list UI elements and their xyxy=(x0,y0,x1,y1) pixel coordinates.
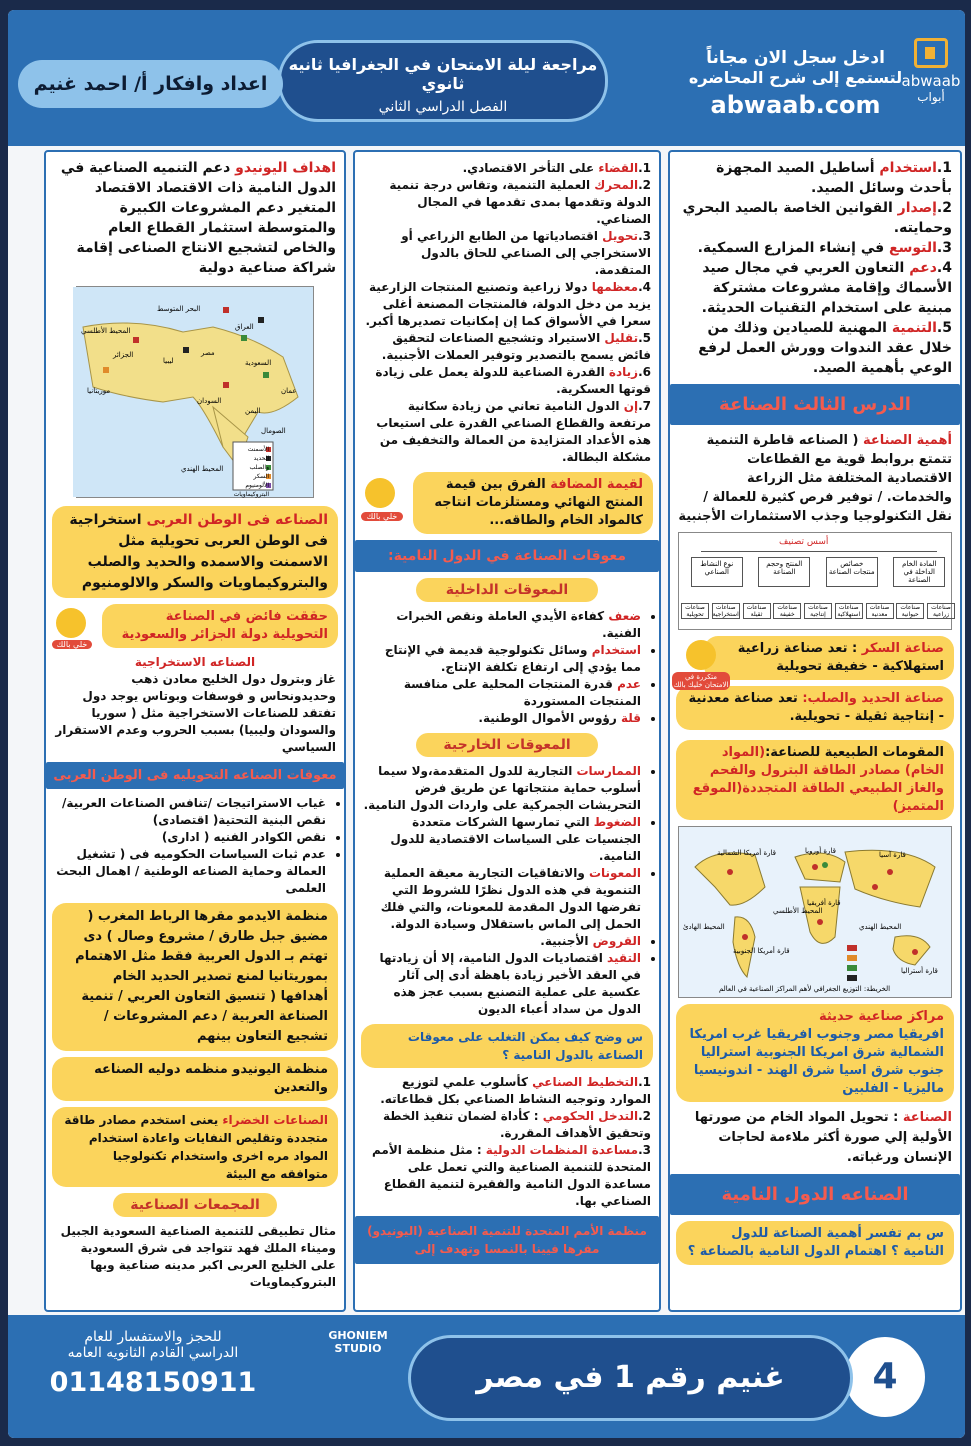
chart-leaf: صناعات ثقيلة xyxy=(743,603,771,619)
factors-card: المقومات الطبيعية للصناعة:(المواد الخام) مصادر الطاقة البترول والفحم والغاز الطبيعي الطاقة المتجددة(الموقع المتميز) xyxy=(676,740,954,820)
list-item: • ضعف كفاءة الأيدي العاملة ونقص الخبرات الفنية. xyxy=(363,608,641,642)
map-label: الجزائر xyxy=(113,351,134,359)
chart-leaf: صناعات استهلاكية xyxy=(835,603,863,619)
solve-question: س وضح كيف يمكن التغلب على معوقات الصناعة بالدول النامية ؟ xyxy=(361,1024,653,1068)
list-item: 3.مساعدة المنظمات الدولية : مثل منظمة الأمم المتحدة للتنمية الصناعية والتي تعمل على مساعدة الدول النامية والفقيرة لتنمية القطاع الصناعي بها. xyxy=(372,1143,651,1208)
map-label: قارة أفريقيا xyxy=(807,899,841,907)
list-item: 1.التخطيط الصناعي كأسلوب علمي لتوزيع الموارد وتوجيه النشاط الصناعي بكل قطاعاته. xyxy=(380,1075,651,1106)
map-label: ليبيا xyxy=(163,357,174,365)
list-item: • نقص الكوادر الفنيه ( ادارى) xyxy=(54,829,326,846)
iron-card: صناعة الحديد والصلب: تعد صناعة معدنية - إنتاجية ثقيلة - تحويلية. xyxy=(676,686,954,730)
map-label: السعودية xyxy=(245,359,272,367)
developing-heading: الصناعه الدول النامية xyxy=(670,1174,960,1215)
chick-icon xyxy=(365,478,395,508)
warning-badge: متكررة في الامتحان خليك بالك xyxy=(673,673,729,689)
map-label: مصر xyxy=(201,349,215,357)
extractive-text: غاز وبترول دول الخليج معادن ذهب وحديدونحاس و فوسفات وبوتاس يوجد دول تفتقد للصناعات الاستخراجية مثل ( سوريا والسودان وليبيا) بسبب الحروب وعدم الاستقرار السياسي xyxy=(55,672,336,754)
chart-node: المنتج وحجم الصناعة xyxy=(758,557,810,587)
map-label: الصومال xyxy=(261,427,286,435)
map-label: المحيط الهندي xyxy=(181,465,224,473)
list-item: 5.تقليل الاستيراد وتشجيع الصناعات لتحقيق فائض يسمح بالتصدير وتوفير العملات الأجنبية. xyxy=(381,331,651,362)
external-heading: المعوقات الخارجية xyxy=(416,733,598,757)
list-item: 1.القضاء على التأخر الاقتصادي. xyxy=(462,161,651,175)
internal-list xyxy=(355,608,659,727)
book-icon xyxy=(914,38,948,68)
map-label: اليمن xyxy=(245,407,261,415)
register-block: ادخل سجل الان مجاناً لتستمع إلى شرح المحاضره abwaab.com xyxy=(688,48,903,119)
map-label: عمان xyxy=(281,387,297,395)
chart-leaf: صناعات خفيفة xyxy=(773,603,801,619)
obstacles-heading: معوقات الصناعة في الدول النامية: xyxy=(355,540,659,572)
arab-industry-map xyxy=(76,286,314,498)
chick-icon xyxy=(56,608,86,638)
importance-text: أهمية الصناعة ( الصناعه قاطرة التنمية تتمتع بروابط قوية مع القطاعات الاقتصادية المختلفة مثل الزراعة والخدمات. / توفير فرص كثيرة للعمالة / نقل التكنولوجيا وجذب الاستثمارات الأجنبية xyxy=(678,433,952,524)
list-item: • قلة رؤوس الأموال الوطنية. xyxy=(363,710,641,727)
external-list xyxy=(355,763,659,1018)
complexes-text: مثال تطبيقى للتنمية الصناعية السعودية الجبيل وميناء الملك فهد تتواجد فى شرق السعودية على الخليج العربى اكبر مدينه صناعية وبها البتروكيماويات xyxy=(60,1224,336,1289)
list-item: • الممارسات التجارية للدول المتقدمة،ولا سيما أسلوب حماية منتجاتها عن طريق فرض التحريشات الجمركية على واردات الدول النامية. xyxy=(363,763,641,814)
list-item: • القروض الأجنبية. xyxy=(363,933,641,950)
complexes-heading: المجمعات الصناعية xyxy=(113,1193,277,1217)
arab-obstacles-list xyxy=(46,795,344,897)
term-label: الفصل الدراسي الثاني xyxy=(378,99,508,115)
list-item: 4.دعم التعاون العربي في مجال صيد الأسماك وإقامة مشروعات مشتركة مبنية على استخدام التقنيات الحديثة. xyxy=(701,260,952,316)
column-left xyxy=(44,150,346,1312)
column-middle xyxy=(353,150,661,1312)
page-title: مراجعة ليلة الامتحان في الجغرافيا ثانيه ثانوي xyxy=(288,55,598,93)
chart-node: نوع النشاط الصناعي xyxy=(691,557,743,587)
surplus-card: حققت فائض في الصناعة التحويلية دولة الجزائر والسعودية xyxy=(102,604,338,648)
list-item: • غياب الاستراتيجات /تنافس الصناعات العربية/ نقص البنية التحتية( اقتصادى) xyxy=(54,795,326,829)
list-item: 2.إصدار القوانين الخاصة بالصيد البحري وحمايته. xyxy=(682,200,952,236)
map-label: المحيط الأطلسي xyxy=(773,907,823,915)
list-item: 5.التنمية المهنية للصيادين وذلك من خلال عقد الندوات وورش العمل لرفع الوعي بأهمية الصيد. xyxy=(698,320,952,376)
sugar-card: صناعة السكر : تعد صناعة زراعية استهلاكية - خفيفة تحويلية xyxy=(704,636,954,680)
list-item: 2.التدخل الحكومي : كأداة لضمان تنفيذ الخطة وتحقيق الأهداف المقررة. xyxy=(382,1109,651,1140)
contact-block: للحجز والاستفسار للعام الدراسي القادم الثانويه العامه 01148150911 xyxy=(28,1329,278,1398)
classification-chart xyxy=(678,532,952,630)
warning-badge: خلي بالك xyxy=(361,512,403,521)
importance-list xyxy=(355,152,659,466)
added-value-card: لقيمة المضافة الفرق بين قيمة المنتج النهائي ومستلزمات انتاجه كالمواد الخام والطاقه... xyxy=(413,472,653,534)
list-item: 7.إن الدول النامية تعاني من زيادة سكانية مرتفعة والقطاع الصناعي القدرة على استيعاب هذه الأعداد المتزايدة من العمالة والتخفيف من مشكلة البطالة. xyxy=(376,399,651,464)
map-label: قارة أمريكا الشمالية xyxy=(717,849,776,857)
arab-obstacles-heading: معوقات الصناعه التحويليه فى الوطن العربى xyxy=(46,762,344,789)
map-label: قارة أستراليا xyxy=(901,967,938,975)
footer xyxy=(8,1315,965,1438)
chart-top-label: أسس تصنيف xyxy=(779,537,829,547)
phone-number[interactable]: 01148150911 xyxy=(49,1367,257,1398)
industry-definition: الصناعة : تحويل المواد الخام من صورتها الأولية إلي صورة أكثر ملاءمة لحاجات الإنسان ورغباته. xyxy=(694,1110,952,1165)
unido-line-card: منظمة اليونيدو منظمه دوليه الصناعه والتعدين xyxy=(52,1057,338,1101)
map-label: المحيط الأطلسي xyxy=(81,327,131,335)
list-item: 3.تحويل اقتصادياتها من الطابع الزراعي أو الاستخراجي إلى الصناعي للحاق بالدول المتقدمة. xyxy=(401,229,651,277)
unido-goals: اهداف اليونيدو دعم التنميه الصناعية في الدول النامية ذات الاقتصاد الاقتصاد المتغير دعم المشروعات الكبيرة والمتوسطة استثمار القطاع العام والخاص لتشجيع الانتاج الصناعى إقامة شراكة صناعية دولية xyxy=(60,160,336,276)
map-label: العراق xyxy=(235,323,254,331)
map-label: البحر المتوسط xyxy=(157,305,201,313)
chart-node: المادة الخام الداخلة في الصناعة xyxy=(893,557,945,587)
page-number: 4 xyxy=(845,1337,925,1417)
header xyxy=(8,10,965,146)
studio-logo: GHONIEM STUDIO xyxy=(328,1329,388,1355)
chart-node: خصائص منتجات الصناعة xyxy=(826,557,878,587)
author-label: اعداد وافكار أ/ احمد غنيم xyxy=(18,60,283,108)
extractive-title: الصناعه الاستخراجية xyxy=(134,655,256,669)
chart-leaf: صناعات تحويلية xyxy=(681,603,709,619)
list-item: 1.استخدام أساطيل الصيد المجهزة بأحدث وسائل الصيد. xyxy=(716,160,952,196)
map-label: قارة آسيا xyxy=(879,851,906,859)
chart-leaf: صناعات إنتاجية xyxy=(804,603,832,619)
map-label: المحيط الهندي xyxy=(859,923,902,931)
question-card: س بم تفسر أهمية الصناعة للدول النامية ؟ اهتمام الدول النامية بالصناعة ؟ xyxy=(676,1221,954,1265)
list-item: 2.المحرك العملية التنمية، وتقاس درجة تنمية الدولة وتقدمها بمدى تقدمها في المجال الصناعي. xyxy=(389,178,651,226)
list-item: • الضغوط التي تمارسها الشركات متعددة الجنسيات على السياسات الاقتصادية للدول النامية. xyxy=(363,814,641,865)
chick-icon xyxy=(686,640,716,670)
unido-band: منظمة الأمم المتحدة للتنمية الصناعية (اليونيدو) مقرها فيينا بالنمسا وتهدف إلى xyxy=(355,1216,659,1264)
list-item: 3.التوسع في إنشاء المزارع السمكية. xyxy=(697,240,952,256)
title-pill xyxy=(278,40,608,122)
abwaab-logo[interactable]: abwaab أبواب xyxy=(897,38,965,130)
map-legend: الأسمنت الحديد والصلب السكر الألومنيوم البتروكيماويات xyxy=(233,446,269,498)
chart-leaf: صناعات معدنية xyxy=(866,603,894,619)
list-item: • عدم قدرة المنتجات المحلية على منافسة المنتجات المستوردة xyxy=(363,676,641,710)
list-item: 6.زيادة القدرة الصناعية للدولة يعمل على زيادة قوتها العسكرية. xyxy=(375,365,651,396)
column-right xyxy=(668,150,962,1312)
map-label: المحيط الهادئ xyxy=(683,923,725,931)
list-item: 4.معظمها دولا زراعية وتصنيع المنتجات الزارعية يزيد من دخل الدولة، فالمنتجات المصنعة أغلى سعرا في الأسواق كما إن إمكانيات تصديرها أكبر. xyxy=(365,280,651,328)
list-item: • التقيد اقتصاديات الدول النامية، إلا أن زيادتها في العقد الأخير زيادة باهظة أدى إلى آثار عكسية على عملية التصنيع بسبب عجز هذه الدول من سداد أعباء الديون xyxy=(363,950,641,1018)
internal-heading: المعوقات الداخلية xyxy=(416,578,598,602)
centers-card: مراكز صناعية حديثة افريقيا مصر وجنوب افريقيا غرب امريكا الشمالية شرق امريكا الجنوبية استراليا جنوب شرق اسيا شرق الهند - اندونيسيا ماليزيا - الفلبين xyxy=(676,1004,954,1102)
chart-leaf: صناعات استخراجية xyxy=(712,604,739,618)
chart-leaf: صناعات حيوانية xyxy=(896,603,924,619)
page-sheet xyxy=(8,10,965,1438)
green-industry-card: الصناعات الخضراء يعنى استخدم مصادر طاقة متجددة وتقليص النفايات واعادة استخدام المواد مره اخرى واستخدام تكنولوجيا متوافقه مع البيئة xyxy=(52,1107,338,1187)
map-caption: الخريطة: التوزيع الجغرافي لأهم المراكز الصناعية في العالم xyxy=(719,985,891,993)
world-industry-map xyxy=(678,826,952,998)
arab-industry-card: الصناعه فى الوطن العربى استخراجية فى الوطن العربى تحويلية مثل الاسمنت والاسمده والحديد والصلب والبتروكيماويات والسكر والالومنيوم xyxy=(52,506,338,598)
lesson3-heading: الدرس الثالث الصناعة xyxy=(670,384,960,425)
slogan-pill: غنيم رقم 1 في مصر xyxy=(408,1335,853,1421)
site-link[interactable]: abwaab.com xyxy=(710,91,881,119)
list-item: • المعونات والاتفاقيات التجارية معيقة العملية التنموية في هذه الدول نظرًا للشروط التي تفرضها الدول المقدمة للمعونات، والتي فلك الحمل إلى الماس باستقلال وسيادة الدولة. xyxy=(363,865,641,933)
map-label: قارة أمريكا الجنوبية xyxy=(733,947,790,955)
aidmo-card: منظمة الايدمو مقرها الرباط المغرب ( مضيق جبل طارق / مشروع وصال ) دى تهتم بـ الدول العربية فقط مثل الاهتمام بموريتانيا لمنع تصدير الحديد الخام أهدافها ( تنسيق التعاون العربي / تنمية الصناعة العربية / دعم المشروعات / تشجيع التعاون بينهم xyxy=(52,903,338,1051)
map-label: السودان xyxy=(197,397,222,405)
chart-leaf: صناعات زراعية xyxy=(927,603,955,619)
warning-badge: خلي بالك xyxy=(52,640,92,649)
map-label: موريتانيا xyxy=(87,387,111,395)
list-item: • استخدام وسائل تكنولوجية قديمة في الإنتاج مما يؤدي إلى ارتفاع تكلفة الإنتاج. xyxy=(363,642,641,676)
fishing-list xyxy=(670,152,960,378)
list-item: • عدم ثبات السياسات الحكوميه فى ( تشغيل العمالة وحماية الصناعه الوطنية / اهمال البحث العلمى xyxy=(54,846,326,897)
map-label: قارة أوروبا xyxy=(805,847,836,855)
solutions-list xyxy=(355,1074,659,1210)
